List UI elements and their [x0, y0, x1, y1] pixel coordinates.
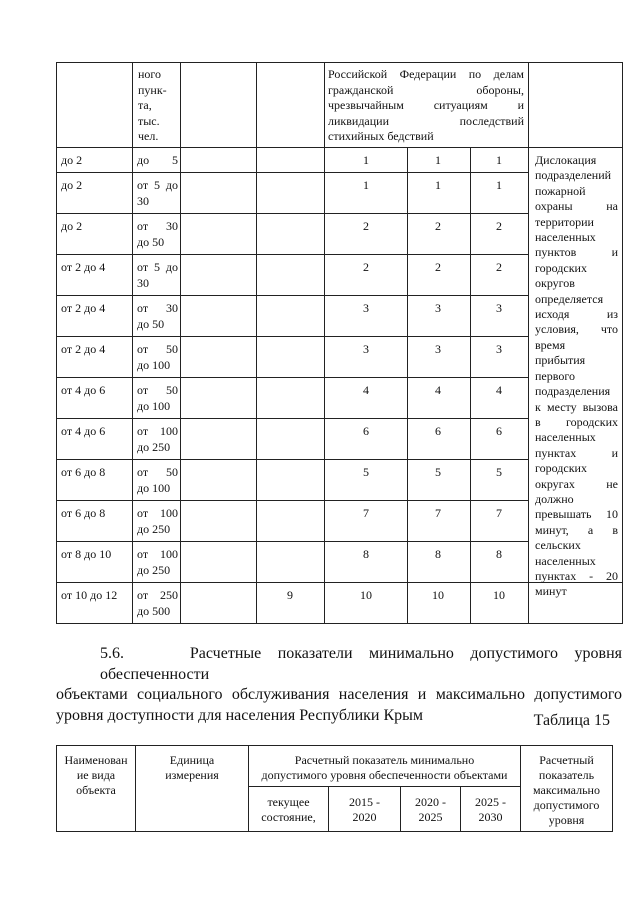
note-line: первого: [535, 368, 575, 383]
population-cell: от 5 до 30: [137, 260, 178, 290]
value-cell-2: 3: [435, 342, 441, 356]
subcol-2020-2025: 2020 - 2025: [415, 795, 446, 824]
col-object-name: Наименован ие вида объекта: [64, 753, 128, 797]
value-cell-3: 4: [496, 383, 502, 397]
value-cell-2: 1: [435, 153, 441, 167]
value-cell-3: 1: [496, 153, 502, 167]
population-cell: от 50 до 100: [137, 342, 178, 372]
note-line: пунктов и: [535, 245, 618, 260]
value-cell-2: 3: [435, 301, 441, 315]
value-cell-1: 5: [363, 465, 369, 479]
area-cell: от 8 до 10: [61, 547, 112, 561]
area-cell: от 2 до 4: [61, 301, 106, 315]
note-line: населенных: [535, 230, 596, 245]
col-unit: Единица измерения: [165, 753, 219, 782]
note-line: подразделения: [535, 384, 611, 399]
dislocation-note: [535, 153, 618, 600]
value-cell-3: 5: [496, 465, 502, 479]
value-cell-3: 7: [496, 506, 502, 520]
subcol-2015-2020: 2015 - 2020: [349, 795, 380, 824]
note-line: территории: [535, 214, 594, 229]
note-line: Дислокация: [535, 153, 597, 167]
value-cell-1: 7: [363, 506, 369, 520]
population-cell: от 5 до 30: [137, 178, 178, 208]
table-label: Таблица 15: [533, 712, 610, 729]
section-heading: 5.6. Расчетные показатели минимально допустимого уровня обеспеченности объектами социального обслуживания населения и максимально допустимого уровня доступности для населения Республики Крым: [56, 645, 622, 724]
note-line: исходя из: [535, 307, 618, 322]
value-cell-1: 1: [363, 153, 369, 167]
area-cell: от 2 до 4: [61, 342, 106, 356]
value-cell-3: 2: [496, 219, 502, 233]
value-cell-1: 3: [363, 301, 369, 315]
area-cell: от 4 до 6: [61, 383, 106, 397]
area-cell: до 2: [61, 219, 83, 233]
value-cell-1: 4: [363, 383, 369, 397]
note-line: пожарной: [535, 183, 586, 198]
col-min-provision: Расчетный показатель минимально допустимого уровня обеспеченности объектами: [261, 753, 508, 782]
population-cell: от 30 до 50: [137, 301, 178, 331]
population-cell: от 50 до 100: [137, 465, 178, 495]
value-cell-1: 2: [363, 260, 369, 274]
value-cell-1: 8: [363, 547, 369, 561]
header-population-cell: ного пунк- та, тыс. чел.: [138, 67, 167, 143]
value-cell-0: 9: [287, 588, 293, 602]
value-cell-3: 6: [496, 424, 502, 438]
value-cell-1: 10: [360, 588, 372, 602]
note-line: к месту вызова: [535, 399, 618, 414]
area-cell: до 2: [61, 153, 83, 167]
subcol-2025-2030: 2025 - 2030: [475, 795, 506, 824]
note-line: должно: [535, 491, 574, 506]
population-cell: до 5: [137, 153, 178, 167]
value-cell-1: 2: [363, 219, 369, 233]
note-line: сельских: [535, 538, 581, 553]
value-cell-3: 1: [496, 178, 502, 192]
note-line: населенных: [535, 553, 596, 568]
area-cell: до 2: [61, 178, 83, 192]
value-cell-3: 10: [493, 588, 505, 602]
note-line: пунктах - 20: [535, 568, 618, 583]
note-line: в городских: [535, 414, 618, 429]
subcol-current-state: текущее состояние,: [261, 795, 316, 824]
population-cell: от 100 до 250: [137, 424, 178, 454]
area-cell: от 10 до 12: [61, 588, 118, 602]
header-emergency-ministry-cell: Российской Федерации по делам гражданской обороны, чрезвычайным ситуациям и ликвидации последствий стихийных бедствий: [328, 67, 524, 143]
value-cell-3: 3: [496, 342, 502, 356]
value-cell-2: 6: [435, 424, 441, 438]
note-line: округах не: [535, 476, 618, 491]
value-cell-2: 7: [435, 506, 441, 520]
value-cell-2: 1: [435, 178, 441, 192]
col-max-accessibility: Расчетный показатель максимально допустимого уровня: [533, 753, 600, 827]
area-cell: от 6 до 8: [61, 465, 106, 479]
value-cell-3: 8: [496, 547, 502, 561]
area-cell: от 6 до 8: [61, 506, 106, 520]
note-line: городских: [535, 260, 587, 275]
note-line: округов: [535, 276, 575, 291]
note-line: населенных: [535, 430, 596, 445]
value-cell-2: 10: [432, 588, 444, 602]
note-line: пунктах и: [535, 445, 618, 460]
note-line: превышать 10: [535, 507, 618, 522]
note-line: минут: [535, 584, 567, 599]
note-line: условия, что: [535, 322, 618, 337]
note-line: определяется: [535, 291, 604, 306]
note-line: минут, а в: [535, 522, 618, 537]
value-cell-1: 3: [363, 342, 369, 356]
population-cell: от 100 до 250: [137, 547, 178, 577]
value-cell-3: 3: [496, 301, 502, 315]
value-cell-2: 5: [435, 465, 441, 479]
value-cell-3: 2: [496, 260, 502, 274]
population-cell: от 100 до 250: [137, 506, 178, 536]
value-cell-2: 4: [435, 383, 441, 397]
note-line: охраны на: [535, 199, 618, 214]
note-line: подразделений: [535, 168, 612, 183]
value-cell-1: 6: [363, 424, 369, 438]
population-cell: от 250 до 500: [137, 588, 178, 618]
value-cell-2: 8: [435, 547, 441, 561]
value-cell-2: 2: [435, 260, 441, 274]
note-line: городских: [535, 461, 587, 476]
population-cell: от 30 до 50: [137, 219, 178, 249]
value-cell-2: 2: [435, 219, 441, 233]
value-cell-1: 1: [363, 178, 369, 192]
area-cell: от 2 до 4: [61, 260, 106, 274]
area-cell: от 4 до 6: [61, 424, 106, 438]
note-line: время: [535, 337, 566, 352]
population-cell: от 50 до 100: [137, 383, 178, 413]
note-line: прибытия: [535, 353, 586, 368]
